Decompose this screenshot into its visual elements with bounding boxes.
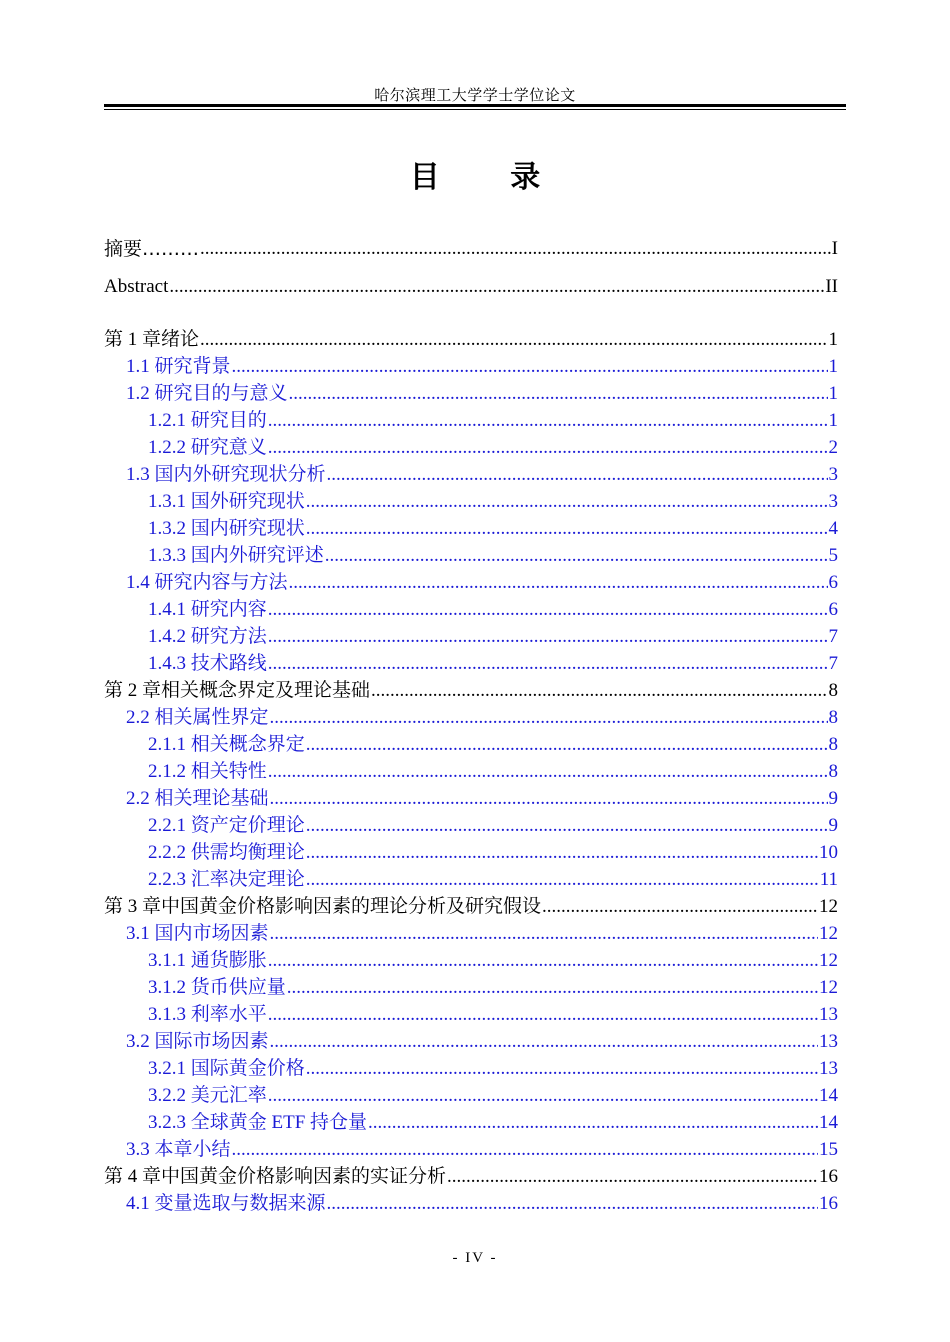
toc-subsection-entry[interactable] bbox=[104, 731, 838, 758]
toc-leader-dots bbox=[306, 515, 828, 542]
toc-entry-label: 1.3 国内外研究现状分析 bbox=[126, 464, 326, 485]
toc-leader-dots bbox=[327, 461, 828, 488]
toc-leader-dots bbox=[268, 947, 818, 974]
toc-leader-dots bbox=[232, 1136, 818, 1163]
toc-entry-label: Abstract bbox=[104, 276, 169, 297]
toc-entry-page: 6 bbox=[828, 599, 838, 620]
toc-leader-dots bbox=[268, 407, 828, 434]
toc-section-entry[interactable] bbox=[104, 1190, 838, 1217]
toc-subsection-entry[interactable] bbox=[104, 542, 838, 569]
toc-leader-dots bbox=[306, 839, 818, 866]
toc-entry-page: 4 bbox=[828, 518, 838, 539]
toc-entry-page: 9 bbox=[828, 815, 838, 836]
toc-leader-dots bbox=[306, 488, 828, 515]
toc-entry-page: 8 bbox=[828, 707, 838, 728]
toc-subsection-entry[interactable] bbox=[104, 596, 838, 623]
toc-entry-label: 3.2.3 全球黄金 ETF 持仓量 bbox=[148, 1112, 368, 1133]
toc-leader-dots bbox=[268, 1001, 818, 1028]
toc-entry-page: 7 bbox=[828, 653, 838, 674]
toc-spacer bbox=[104, 306, 838, 326]
toc-entry-page: 8 bbox=[828, 680, 838, 701]
toc-section-entry[interactable] bbox=[104, 1028, 838, 1055]
toc-entry-label: 1.2.1 研究目的 bbox=[148, 410, 267, 431]
toc-section-entry[interactable] bbox=[104, 353, 838, 380]
toc-entry-label: 第 2 章相关概念界定及理论基础 bbox=[104, 680, 371, 701]
toc-entry-page: 16 bbox=[819, 1166, 838, 1187]
toc-subsection-entry[interactable] bbox=[104, 407, 838, 434]
toc-leader-dots bbox=[306, 812, 828, 839]
toc-entry-label: 4.1 变量选取与数据来源 bbox=[126, 1193, 326, 1214]
toc-leader-dots bbox=[325, 542, 828, 569]
toc-entry-page: 13 bbox=[819, 1031, 838, 1052]
toc-leader-dots bbox=[289, 380, 828, 407]
toc-section-entry[interactable] bbox=[104, 380, 838, 407]
toc-entry-page: 10 bbox=[819, 842, 838, 863]
toc-leader-dots bbox=[289, 569, 828, 596]
toc-leader-dots bbox=[327, 1190, 818, 1217]
toc-entry-page: 12 bbox=[819, 977, 838, 998]
toc-entry-label: 1.4.1 研究内容 bbox=[148, 599, 267, 620]
toc-subsection-entry[interactable] bbox=[104, 650, 838, 677]
toc-entry-label: 摘要……… bbox=[104, 238, 200, 260]
toc-leader-dots bbox=[270, 704, 828, 731]
toc-entry-label: 2.2.1 资产定价理论 bbox=[148, 815, 305, 836]
toc-leader-dots bbox=[270, 920, 818, 947]
toc-entry-label: 1.4 研究内容与方法 bbox=[126, 572, 288, 593]
toc-entry-page: I bbox=[831, 238, 838, 259]
toc-entry-page: 11 bbox=[819, 869, 838, 890]
toc-entry-label: 1.3.2 国内研究现状 bbox=[148, 518, 305, 539]
toc-list bbox=[104, 326, 838, 1217]
toc-leader-dots bbox=[270, 785, 828, 812]
toc-leader-dots bbox=[232, 353, 828, 380]
toc-entry-page: 12 bbox=[819, 896, 838, 917]
toc-entry-label: 3.2.2 美元汇率 bbox=[148, 1085, 267, 1106]
toc-title: 目 录 bbox=[409, 160, 571, 195]
toc-entry-page: 9 bbox=[828, 788, 838, 809]
toc-leader-dots bbox=[268, 434, 828, 461]
table-of-contents bbox=[104, 230, 838, 1217]
toc-leader-dots bbox=[169, 268, 824, 306]
toc-subsection-entry[interactable] bbox=[104, 488, 838, 515]
toc-entry-label: 3.2.1 国际黄金价格 bbox=[148, 1058, 305, 1079]
toc-entry-label: 3.1.1 通货膨胀 bbox=[148, 950, 267, 971]
toc-section-entry[interactable] bbox=[104, 785, 838, 812]
toc-chapter-entry[interactable] bbox=[104, 893, 838, 920]
toc-entry-page: 2 bbox=[828, 437, 838, 458]
toc-entry-page: 1 bbox=[828, 383, 838, 404]
toc-leader-dots bbox=[542, 893, 818, 920]
toc-entry-abstract-cn[interactable] bbox=[104, 230, 838, 268]
toc-entry-label: 3.2 国际市场因素 bbox=[126, 1031, 269, 1052]
toc-entry-page: 7 bbox=[828, 626, 838, 647]
toc-entry-label: 2.1.2 相关特性 bbox=[148, 761, 267, 782]
toc-subsection-entry[interactable] bbox=[104, 758, 838, 785]
toc-leader-dots bbox=[268, 596, 828, 623]
toc-subsection-entry[interactable] bbox=[104, 434, 838, 461]
toc-entry-page: 1 bbox=[828, 410, 838, 431]
toc-entry-page: 14 bbox=[819, 1085, 838, 1106]
toc-entry-page: 6 bbox=[828, 572, 838, 593]
toc-section-entry[interactable] bbox=[104, 920, 838, 947]
toc-subsection-entry[interactable] bbox=[104, 974, 838, 1001]
toc-entry-label: 第 1 章绪论 bbox=[104, 329, 200, 350]
toc-entry-label: 2.2 相关理论基础 bbox=[126, 788, 269, 809]
toc-leader-dots bbox=[268, 1082, 818, 1109]
toc-entry-page: 8 bbox=[828, 734, 838, 755]
toc-entry-label: 第 4 章中国黄金价格影响因素的实证分析 bbox=[104, 1166, 447, 1187]
toc-subsection-entry[interactable] bbox=[104, 812, 838, 839]
toc-entry-page: 16 bbox=[819, 1193, 838, 1214]
toc-leader-dots bbox=[447, 1163, 818, 1190]
toc-subsection-entry[interactable] bbox=[104, 947, 838, 974]
toc-entry-label: 3.1 国内市场因素 bbox=[126, 923, 269, 944]
toc-section-entry[interactable] bbox=[104, 461, 838, 488]
toc-entry-page: 1 bbox=[828, 356, 838, 377]
toc-section-entry[interactable] bbox=[104, 569, 838, 596]
toc-entry-page: 8 bbox=[828, 761, 838, 782]
toc-leader-dots bbox=[306, 866, 819, 893]
toc-leader-dots bbox=[268, 758, 828, 785]
toc-entry-label: 2.2.2 供需均衡理论 bbox=[148, 842, 305, 863]
toc-entry-page: 12 bbox=[819, 950, 838, 971]
toc-entry-page: 13 bbox=[819, 1004, 838, 1025]
toc-entry-label: 第 3 章中国黄金价格影响因素的理论分析及研究假设 bbox=[104, 896, 542, 917]
toc-entry-abstract-en[interactable] bbox=[104, 268, 838, 306]
toc-entry-label: 3.1.3 利率水平 bbox=[148, 1004, 267, 1025]
toc-entry-label: 1.2 研究目的与意义 bbox=[126, 383, 288, 404]
toc-entry-page: II bbox=[825, 276, 838, 297]
header-rule-thin bbox=[104, 109, 846, 110]
toc-section-entry[interactable] bbox=[104, 704, 838, 731]
toc-chapter-entry[interactable] bbox=[104, 677, 838, 704]
page-header: 哈尔滨理工大学学士学位论文 bbox=[374, 88, 576, 104]
toc-subsection-entry[interactable] bbox=[104, 1109, 838, 1136]
toc-section-entry[interactable] bbox=[104, 1136, 838, 1163]
toc-entry-page: 5 bbox=[828, 545, 838, 566]
toc-subsection-entry[interactable] bbox=[104, 623, 838, 650]
toc-subsection-entry[interactable] bbox=[104, 1001, 838, 1028]
toc-leader-dots bbox=[270, 1028, 818, 1055]
toc-entry-page: 12 bbox=[819, 923, 838, 944]
toc-leader-dots bbox=[268, 623, 828, 650]
toc-leader-dots bbox=[268, 650, 828, 677]
toc-entry-label: 1.3.1 国外研究现状 bbox=[148, 491, 305, 512]
toc-entry-label: 2.2 相关属性界定 bbox=[126, 707, 269, 728]
toc-leader-dots bbox=[200, 326, 827, 353]
toc-entry-page: 3 bbox=[828, 464, 838, 485]
toc-entry-page: 1 bbox=[828, 329, 838, 350]
header-rule-thick bbox=[104, 104, 846, 107]
toc-chapter-entry[interactable] bbox=[104, 1163, 838, 1190]
toc-subsection-entry[interactable] bbox=[104, 1055, 838, 1082]
toc-entry-page: 14 bbox=[819, 1112, 838, 1133]
toc-entry-label: 3.3 本章小结 bbox=[126, 1139, 231, 1160]
toc-entry-page: 15 bbox=[819, 1139, 838, 1160]
toc-entry-page: 3 bbox=[828, 491, 838, 512]
toc-chapter-entry[interactable] bbox=[104, 326, 838, 353]
toc-entry-page: 13 bbox=[819, 1058, 838, 1079]
toc-subsection-entry[interactable] bbox=[104, 866, 838, 893]
toc-leader-dots bbox=[371, 677, 827, 704]
toc-entry-label: 1.4.3 技术路线 bbox=[148, 653, 267, 674]
page-number: - IV - bbox=[452, 1250, 498, 1266]
toc-entry-label: 1.2.2 研究意义 bbox=[148, 437, 267, 458]
toc-leader-dots bbox=[287, 974, 818, 1001]
toc-leader-dots bbox=[368, 1109, 818, 1136]
toc-leader-dots bbox=[306, 731, 828, 758]
toc-entry-label: 2.2.3 汇率决定理论 bbox=[148, 869, 305, 890]
toc-leader-dots bbox=[306, 1055, 818, 1082]
toc-subsection-entry[interactable] bbox=[104, 1082, 838, 1109]
toc-entry-label: 1.1 研究背景 bbox=[126, 356, 231, 377]
toc-entry-label: 1.4.2 研究方法 bbox=[148, 626, 267, 647]
toc-subsection-entry[interactable] bbox=[104, 839, 838, 866]
toc-entry-label: 2.1.1 相关概念界定 bbox=[148, 734, 305, 755]
toc-leader-dots bbox=[200, 230, 831, 268]
toc-entry-label: 3.1.2 货币供应量 bbox=[148, 977, 286, 998]
toc-subsection-entry[interactable] bbox=[104, 515, 838, 542]
toc-entry-label: 1.3.3 国内外研究评述 bbox=[148, 545, 324, 566]
